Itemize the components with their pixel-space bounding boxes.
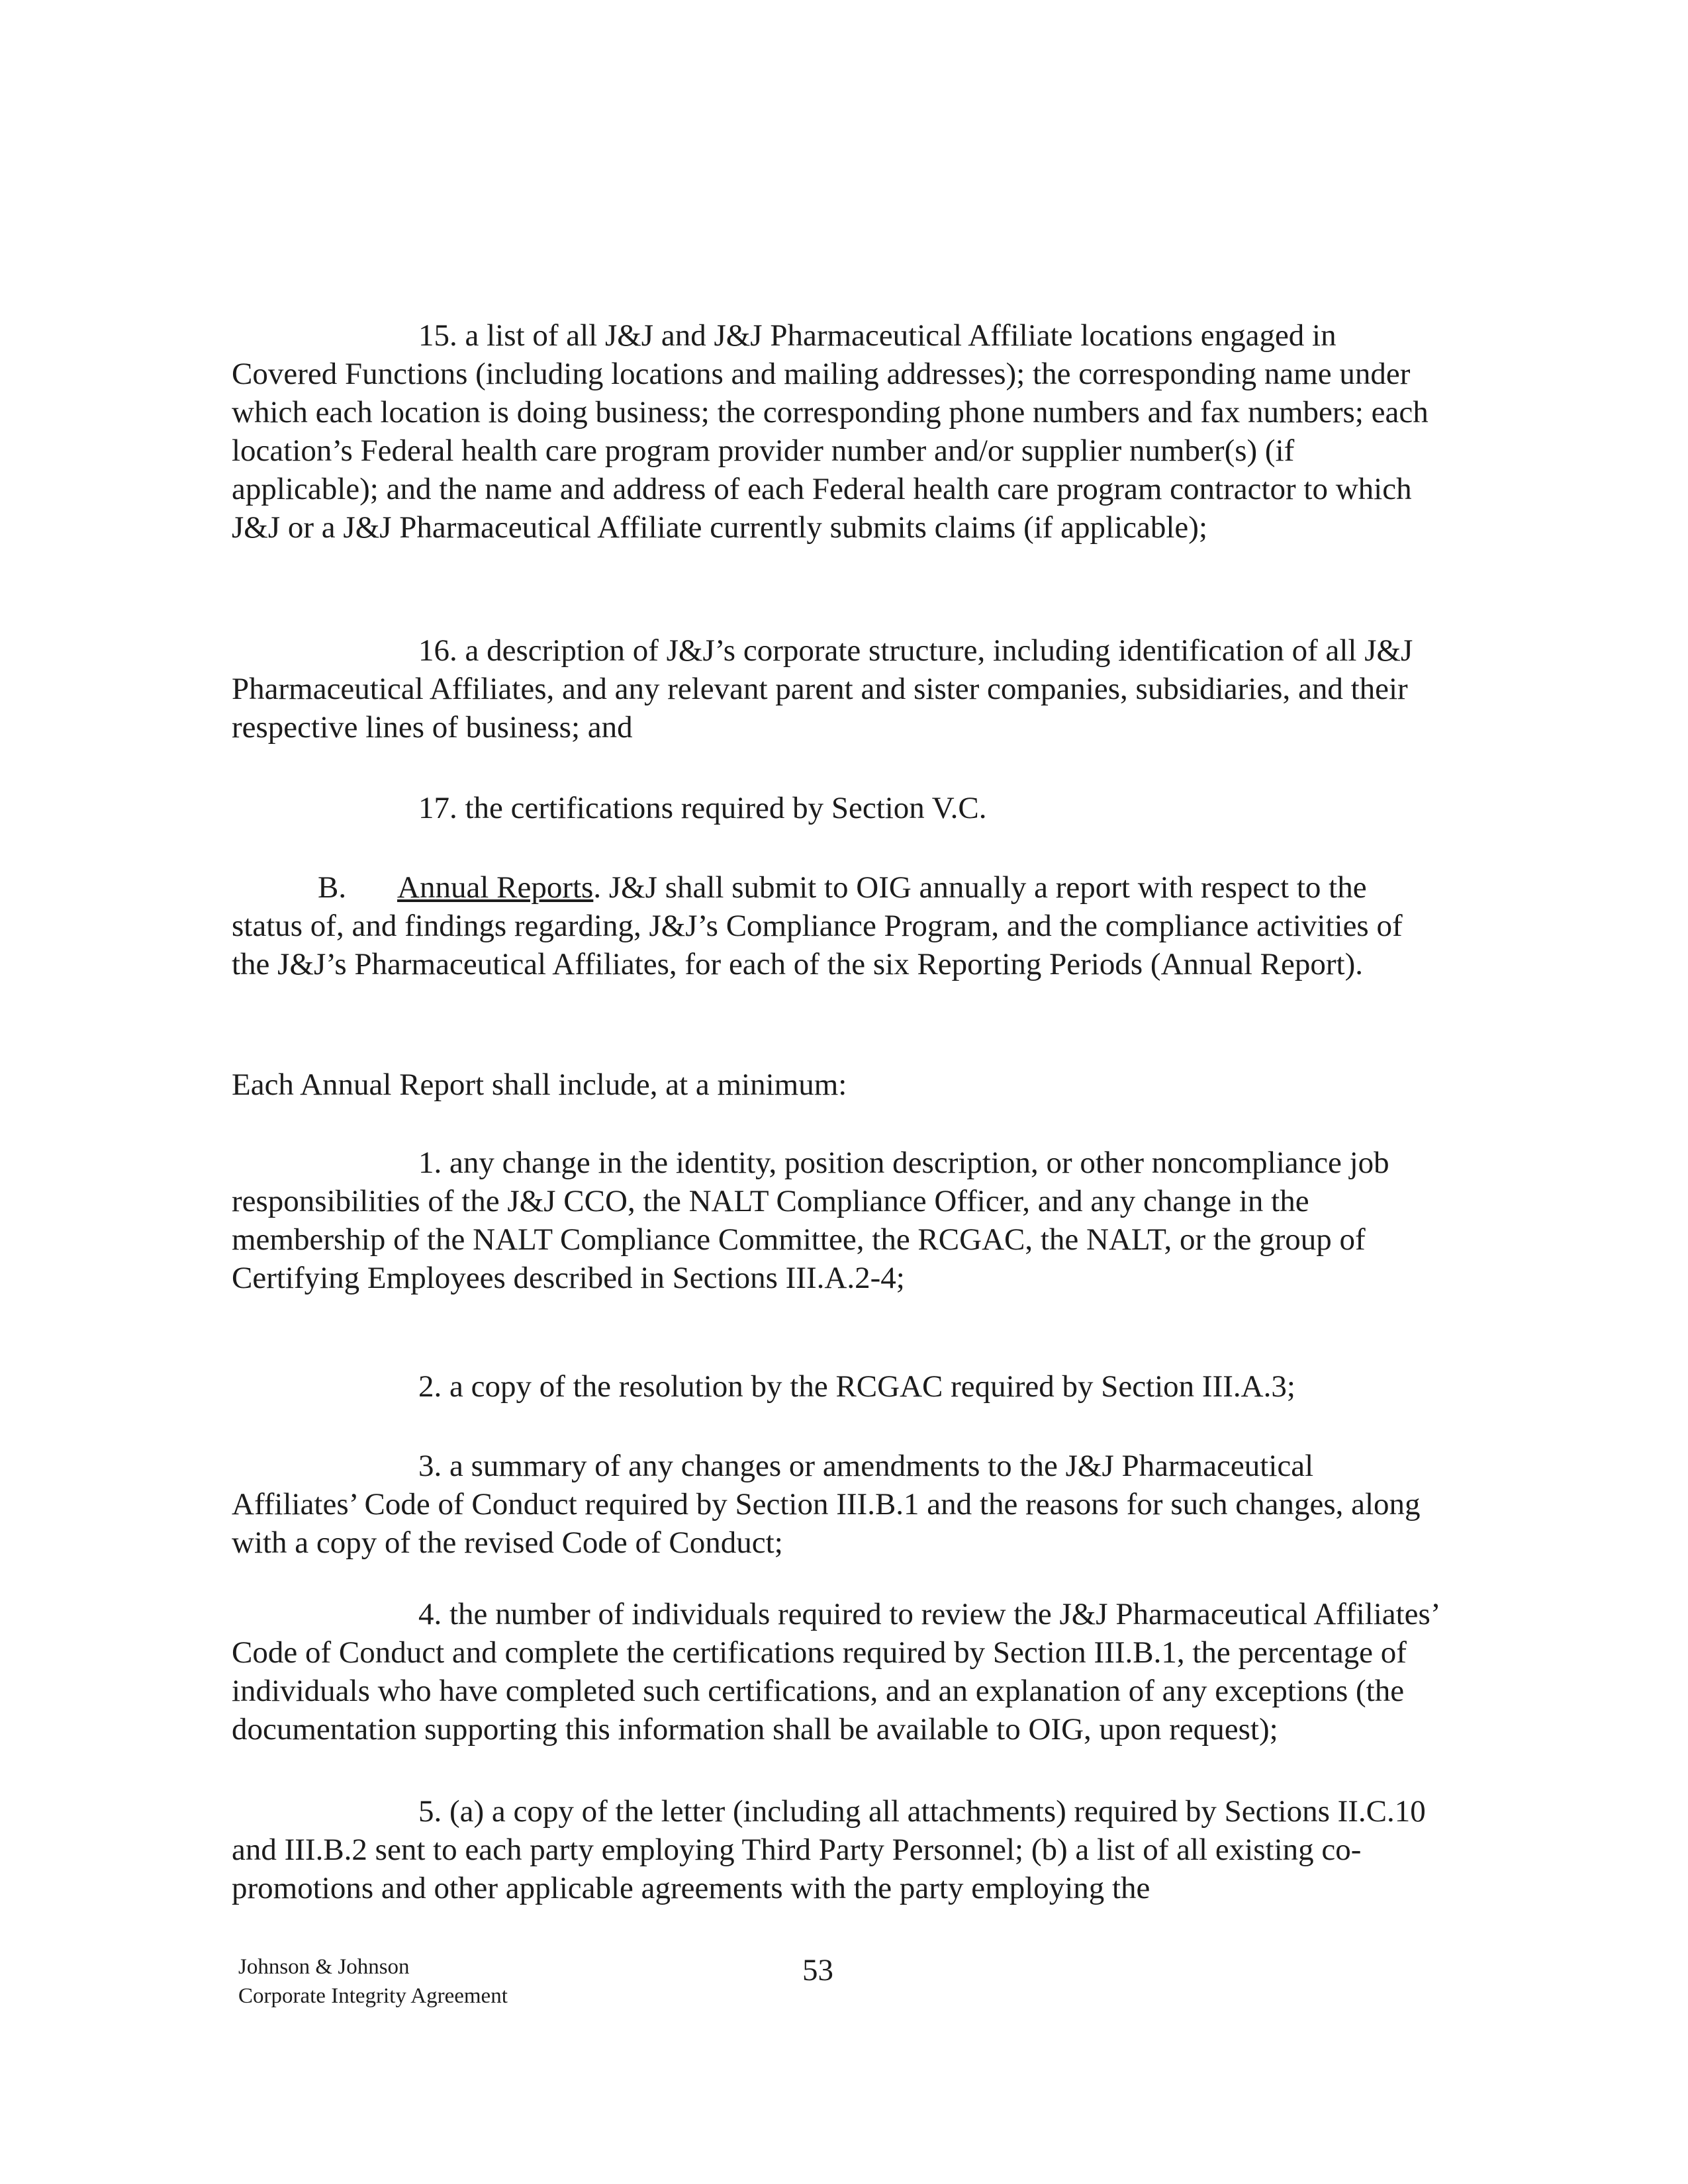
list-item-5: 5. (a) a copy of the letter (including all attachments) required by Sections II.C.10 and III.B.2 sent to each party employing Third Party Personnel; (b) a list of all existing co-promotions and other applicable agreements with the party employing the (232, 1794, 1426, 1905)
paragraph-item-16: 16. a description of J&J’s corporate structure, including identification of all J&J Pharmaceutical Affiliates, and any relevant parent and sister companies, subsidiaries, and their respective lines of business; and (232, 633, 1413, 745)
section-title: Annual Reports (397, 870, 594, 905)
list-item-1: 1. any change in the identity, position description, or other noncompliance job responsibilities of the J&J CCO, the NALT Compliance Officer, and any change in the membership of the NALT Compliance Committee, the RCGAC, the NALT, or the group of Certifying Employees described in Sections III.A.2-4; (232, 1146, 1389, 1295)
list-item-4: 4. the number of individuals required to review the J&J Pharmaceutical Affiliates’ Code of Conduct and complete the certifications required by Section III.B.1, the percentage of individuals who have completed such certifications, and an explanation of any exceptions (the documentation supporting this information shall be available to OIG, upon request); (232, 1597, 1438, 1747)
paragraph-item-15: 15. a list of all J&J and J&J Pharmaceutical Affiliate locations engaged in Covered Functions (including locations and mailing addresses); the corresponding name under which each location is doing business; the corresponding phone numbers and fax numbers; each location’s Federal health care program provider number and/or supplier number(s) (if applicable); and the name and address of each Federal health care program contractor to which J&J or a J&J Pharmaceutical Affiliate currently submits claims (if applicable); (232, 318, 1429, 545)
section-letter: B. (318, 870, 347, 905)
annual-report-intro: Each Annual Report shall include, at a minimum: (232, 1068, 847, 1102)
footer-company: Johnson & Johnson (238, 1955, 410, 1979)
footer-document-title: Corporate Integrity Agreement (238, 1984, 508, 2008)
page-number: 53 (802, 1953, 833, 1987)
list-item-3: 3. a summary of any changes or amendments to the J&J Pharmaceutical Affiliates’ Code of Conduct required by Section III.B.1 and the reasons for such changes, along with a copy of the revised Code of Conduct; (232, 1449, 1421, 1560)
footer (238, 1952, 508, 2011)
paragraph-item-17: 17. the certifications required by Section V.C. (418, 791, 987, 825)
list-item-2: 2. a copy of the resolution by the RCGAC required by Section III.A.3; (418, 1369, 1295, 1404)
section-body: . J&J shall submit to OIG annually a report with respect to the status of, and findings regarding, J&J’s Compliance Program, and the compliance activities of the J&J’s Pharmaceutical Affiliates, for each of the six Reporting Periods (Annual Report). (232, 870, 1403, 981)
section-b-annual-reports (232, 868, 1443, 983)
